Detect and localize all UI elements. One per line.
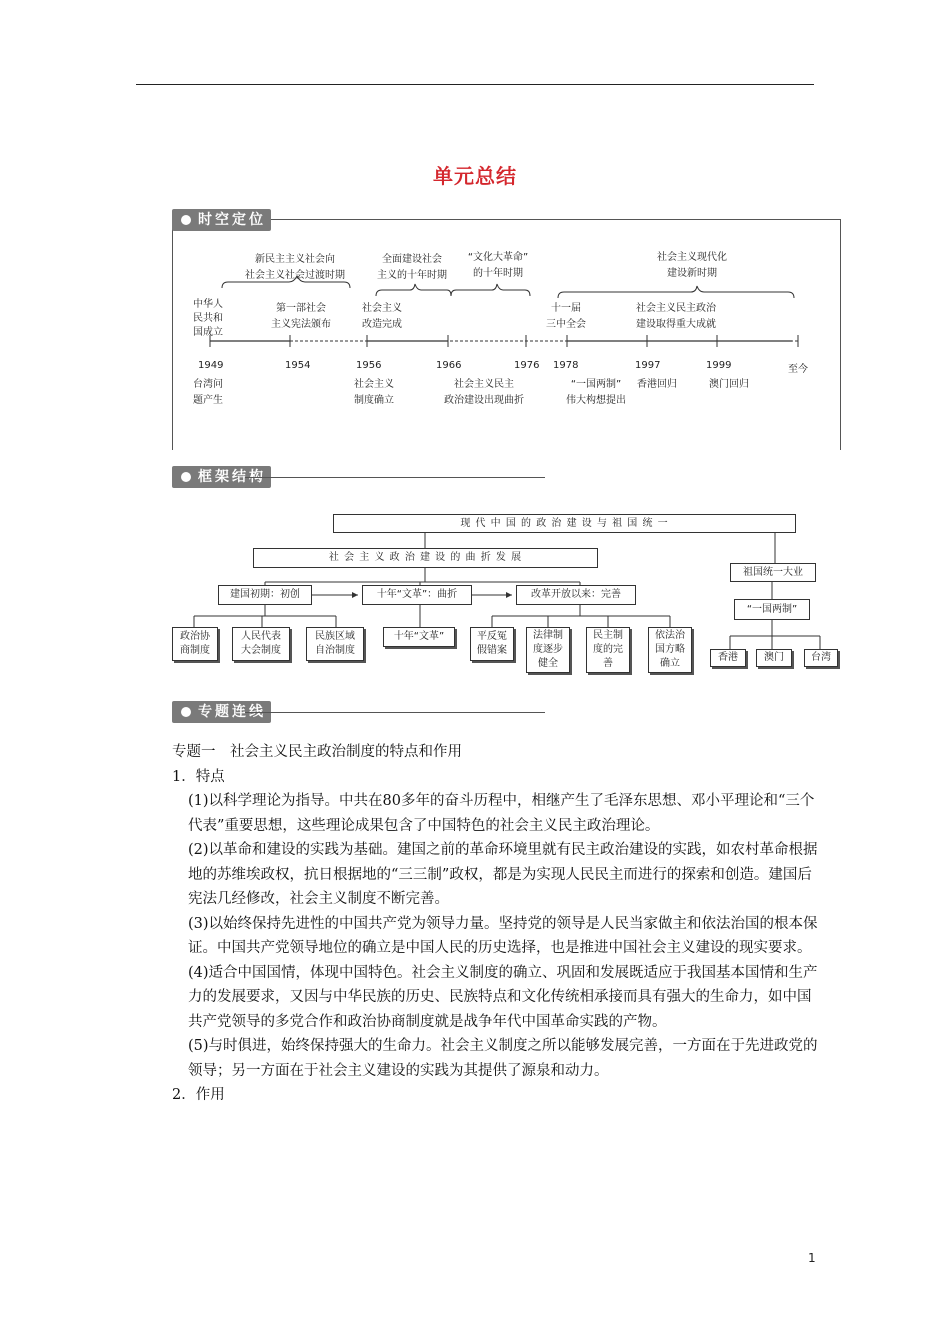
item-macau: 澳门 (756, 649, 792, 667)
topic-item-functions: 2．作用 (172, 1087, 225, 1103)
page-number: 1 (808, 1251, 816, 1265)
year-present: 至今 (788, 364, 808, 375)
section-head-label: 专题连线 (198, 704, 266, 720)
section-underline (245, 712, 545, 713)
event-prc-founded: 中华人 民共和 国成立 (193, 299, 223, 338)
bracket-label-modernization: 社会主义现代化 建设新时期 (657, 252, 727, 279)
event-transformation-complete: 社会主义 改造完成 (362, 303, 402, 330)
topic-heading: 专题一 社会主义民主政治制度的特点和作用 (172, 744, 462, 760)
year-1956: 1956 (356, 360, 382, 371)
paragraph-2: (2)以革命和建设的实践为基础。建国之前的革命环境里就有民主政治建设的实践，如农村革命根据地的苏维埃政权，抗日根据地的“三三制”政权，都是为实现人民民主而进行的探索和创造。建国后宪法几经修改，社会主义制度不断完善。 (188, 842, 818, 907)
framework-reunification: 祖国统一大业 (730, 563, 816, 582)
year-1954: 1954 (285, 360, 311, 371)
paragraph-1: (1)以科学理论为指导。中共在80多年的奋斗历程中，相继产生了毛泽东思想、邓小平理论和“三个代表”重要思想，这些理论成果包含了中国特色的社会主义民主政治理论。 (188, 793, 815, 834)
framework-one-country-two-systems: “一国两制” (734, 599, 810, 620)
year-1966: 1966 (436, 360, 462, 371)
framework-left-main: 社 会 主 义 政 治 建 设 的 曲 折 发 展 (253, 548, 598, 568)
bullet-icon (181, 707, 191, 717)
year-1949: 1949 (198, 360, 224, 371)
paragraph-5: (5)与时俱进，始终保持强大的生命力。社会主义制度之所以能够发展完善，一方面在于先进政党的领导；另一方面在于社会主义建设的实践为其提供了源泉和动力。 (188, 1038, 818, 1079)
paragraph-3: (3)以始终保持先进性的中国共产党为领导力量。坚持党的领导是人民当家做主和依法治国的根本保证。中国共产党领导地位的确立是中国人民的历史选择，也是推进中国社会主义建设的现实要求。 (188, 915, 818, 956)
stage-cultural-revolution: 十年“文革”：曲折 (362, 585, 472, 605)
item-rehabilitation: 平反冤 假错案 (470, 627, 514, 661)
year-1976: 1976 (514, 360, 540, 371)
framework-root: 现 代 中 国 的 政 治 建 设 与 祖 国 统 一 (333, 514, 796, 533)
item-political-consultation: 政治协 商制度 (172, 627, 218, 661)
event-macau-return: 澳门回归 (709, 379, 749, 390)
item-taiwan: 台湾 (804, 649, 838, 667)
event-democracy-achievements: 社会主义民主政治 建设取得重大成就 (636, 303, 716, 330)
bracket-label-ten-years: 全面建设社会 主义的十年时期 (377, 254, 447, 281)
item-rule-of-law: 依法治 国方略 确立 (648, 627, 692, 673)
section-head-label: 框架结构 (198, 469, 266, 485)
paragraph-4: (4)适合中国国情，体现中国特色。社会主义制度的确立、巩固和发展既适应于我国基本国情和生产力的发展要求，又因与中华民族的历史、民族特点和文化传统相承接而具有强大的生命力，如中国共产党领导的多党合作和政治协商制度就是战争年代中国革命实践的产物。 (188, 964, 818, 1030)
stage-reform: 改革开放以来：完善 (516, 585, 636, 605)
event-one-country-two-systems: “一国两制” 伟大构想提出 (566, 379, 626, 406)
item-democratic-system: 民主制 度的完 善 (586, 627, 630, 673)
event-hong-kong-return: 香港回归 (637, 379, 677, 390)
event-first-constitution: 第一部社会 主义宪法颁布 (271, 303, 331, 330)
event-socialist-system: 社会主义 制度确立 (354, 379, 394, 406)
year-1999: 1999 (706, 360, 732, 371)
year-1997: 1997 (635, 360, 661, 371)
topic-body (172, 740, 818, 1108)
event-taiwan-issue: 台湾问 题产生 (193, 379, 223, 406)
year-1978: 1978 (553, 360, 579, 371)
topic-item-features: 1．特点 (172, 768, 225, 785)
item-hong-kong: 香港 (710, 649, 746, 667)
item-ten-year-cr: 十年“文革” (383, 627, 455, 647)
page-title: 单元总结 (433, 164, 517, 188)
item-regional-autonomy: 民族区域 自治制度 (306, 627, 364, 661)
event-democracy-setback: 社会主义民主 政治建设出现曲折 (444, 379, 524, 406)
section-head-label: 时空定位 (198, 212, 266, 228)
bracket-label-transition: 新民主主义社会向 社会主义社会过渡时期 (245, 254, 345, 281)
item-legal-system: 法律制 度逐步 健全 (526, 627, 570, 673)
item-peoples-congress: 人民代表 大会制度 (232, 627, 290, 661)
event-third-plenum: 十一届 三中全会 (546, 303, 586, 330)
bracket-label-cultural-revolution: “文化大革命” 的十年时期 (467, 252, 529, 279)
stage-founding: 建国初期：初创 (218, 585, 312, 605)
